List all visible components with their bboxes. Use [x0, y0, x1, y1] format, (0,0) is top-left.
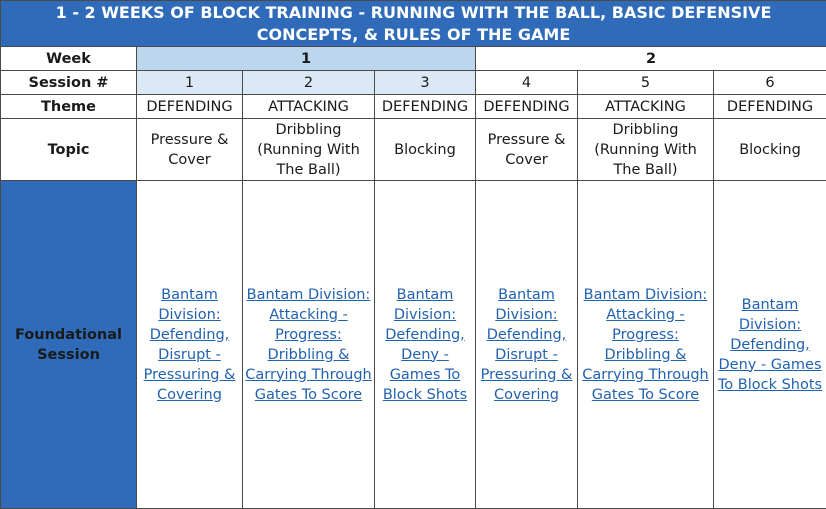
- topic-cell-2: Dribbling (Running With The Ball): [243, 119, 375, 181]
- theme-cell-3: DEFENDING: [375, 95, 476, 119]
- theme-cell-5: ATTACKING: [578, 95, 714, 119]
- week-row: [1, 47, 826, 71]
- topic-row: [1, 119, 826, 181]
- session-number-3: 3: [375, 71, 476, 95]
- session-row: [1, 71, 826, 95]
- session-link-cell-6: [714, 181, 826, 509]
- topic-cell-5: Dribbling (Running With The Ball): [578, 119, 714, 181]
- foundational-row: [1, 181, 826, 509]
- session-number-4: 4: [476, 71, 578, 95]
- week-2-header: 2: [476, 47, 826, 71]
- session-row-label: Session #: [1, 71, 137, 95]
- session-number-5: 5: [578, 71, 714, 95]
- week-row-label: Week: [1, 47, 137, 71]
- session-link-4[interactable]: Bantam Division: Defending, Disrupt - Pressuring & Covering: [481, 287, 573, 403]
- session-link-6[interactable]: Bantam Division: Defending, Deny - Games To Block Shots: [718, 297, 822, 393]
- session-link-1[interactable]: Bantam Division: Defending, Disrupt - Pressuring & Covering: [144, 287, 236, 403]
- theme-cell-4: DEFENDING: [476, 95, 578, 119]
- session-link-cell-2: [243, 181, 375, 509]
- theme-cell-2: ATTACKING: [243, 95, 375, 119]
- theme-cell-6: DEFENDING: [714, 95, 826, 119]
- session-link-5[interactable]: Bantam Division: Attacking - Progress: Dribbling & Carrying Through Gates To Score: [582, 287, 708, 403]
- topic-cell-6: Blocking: [714, 119, 826, 181]
- theme-cell-1: DEFENDING: [137, 95, 243, 119]
- topic-cell-1: Pressure & Cover: [137, 119, 243, 181]
- topic-cell-3: Blocking: [375, 119, 476, 181]
- session-link-cell-5: [578, 181, 714, 509]
- session-link-3[interactable]: Bantam Division: Defending, Deny - Games To Block Shots: [383, 287, 467, 403]
- session-number-2: 2: [243, 71, 375, 95]
- theme-row-label: Theme: [1, 95, 137, 119]
- theme-row: [1, 95, 826, 119]
- table-title: 1 - 2 WEEKS OF BLOCK TRAINING - RUNNING WITH THE BALL, BASIC DEFENSIVE CONCEPTS, & RULES OF THE GAME: [1, 1, 826, 47]
- topic-row-label: Topic: [1, 119, 137, 181]
- session-link-cell-1: [137, 181, 243, 509]
- session-number-6: 6: [714, 71, 826, 95]
- topic-cell-4: Pressure & Cover: [476, 119, 578, 181]
- session-number-1: 1: [137, 71, 243, 95]
- session-link-cell-3: [375, 181, 476, 509]
- session-link-cell-4: [476, 181, 578, 509]
- title-row: [1, 1, 826, 47]
- week-1-header: 1: [137, 47, 476, 71]
- session-link-2[interactable]: Bantam Division: Attacking - Progress: Dribbling & Carrying Through Gates To Score: [245, 287, 371, 403]
- foundational-session-label: Foundational Session: [1, 181, 137, 509]
